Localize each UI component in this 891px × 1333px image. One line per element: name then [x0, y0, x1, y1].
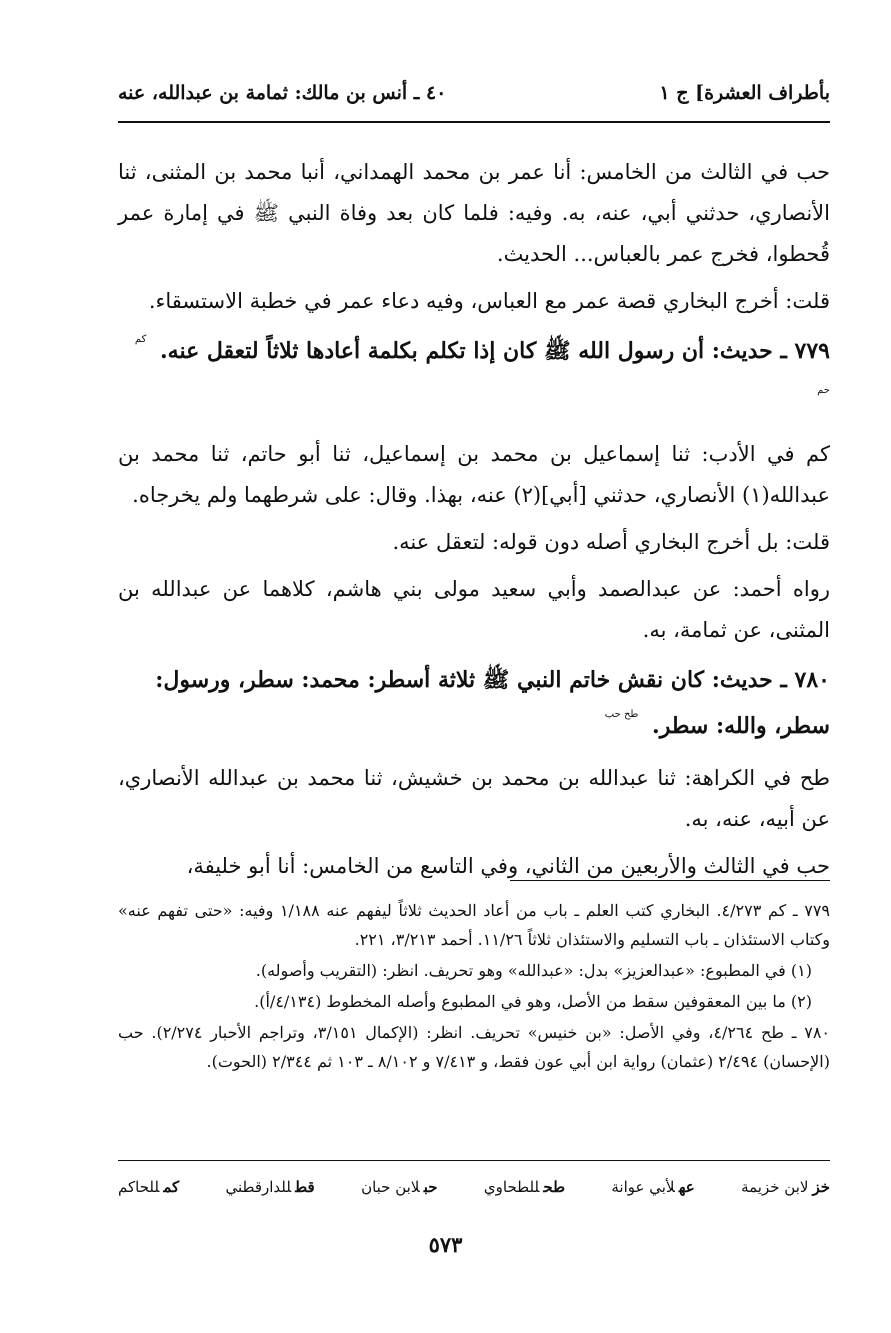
- header-book-title: بأطراف العشرة] ج ١: [659, 82, 830, 104]
- hadith-780-symbols: طح حب: [604, 709, 639, 720]
- hadith-779-symbols: كم حم: [134, 334, 830, 396]
- legend-item: حبلابن حبان: [361, 1178, 438, 1196]
- hadith-779-text: ٧٧٩ ـ حديث: أن رسول الله ﷺ كان إذا تكلم بكلمة أعادها ثلاثاً لتعقل عنه.: [160, 338, 830, 364]
- paragraph-tahawi: طح في الكراهة: ثنا عبدالله بن محمد بن خشيش، ثنا محمد بن عبدالله الأنصاري، عن أبيه، عنه، به.: [118, 766, 830, 831]
- header-rule: [118, 121, 830, 123]
- paragraph-ibn-hibban-2: حب في الثالث والأربعين من الثاني، وفي التاسع من الخامس: أنا أبو خليفة،: [186, 854, 830, 878]
- footnote-2: (٢) ما بين المعقوفين سقط من الأصل، وهو في المطبوع وأصله المخطوط (٤/١٣٤/أ).: [254, 992, 812, 1011]
- footnote-1: (١) في المطبوع: «عبدالعزيز» بدل: «عبدالله» وهو تحريف. انظر: (التقريب وأصوله).: [255, 961, 812, 980]
- footnotes: [118, 896, 830, 1078]
- hadith-780-text: ٧٨٠ ـ حديث: كان نقش خاتم النبي ﷺ ثلاثة أسطر: محمد: سطر، ورسول: سطر، والله: سطر.: [155, 667, 830, 739]
- legend-rule: [118, 1160, 830, 1161]
- footnote-780: ٧٨٠ ـ طح ٤/٢٦٤، وفي الأصل: «بن خنيس» تحريف. انظر: (الإكمال ٣/١٥١، وتراجم الأحبار ٢/٢٧٤). حب (الإحسان) ٢/٤٩٤ (عثمان) رواية ابن أبي عون فقط، و ٧/٤١٣ و ٨/١٠٢ ـ ١٠٣ ثم ٢/٣٤٤ (الحوت).: [118, 1023, 831, 1071]
- paragraph-ibn-hibban: حب في الثالث من الخامس: أنا عمر بن محمد الهمداني، أنبا محمد بن المثنى، ثنا الأنصاري، حدثني أبي، عنه، به. وفيه: فلما كان بعد وفاة النبي ﷺ في إمارة عمر قُحطوا، فخرج عمر بالعباس... الحديث.: [118, 160, 830, 266]
- legend-item: كمللحاكم: [118, 1178, 180, 1196]
- hadith-780: [118, 657, 830, 754]
- legend-item: قطللدارقطني: [225, 1178, 315, 1196]
- footnote-rule: [510, 880, 830, 881]
- legend-item: خزلابن خزيمة: [741, 1178, 830, 1196]
- paragraph-hakim: كم في الأدب: ثنا إسماعيل بن محمد بن إسماعيل، ثنا أبو حاتم، ثنا محمد بن عبدالله(١) الأنصاري، حدثني [أبي](٢) عنه، بهذا. وقال: على شرطهما ولم يخرجاه.: [118, 442, 830, 507]
- paragraph-qultu-2: قلت: بل أخرج البخاري أصله دون قوله: لتعقل عنه.: [392, 530, 830, 554]
- paragraph-ahmad: رواه أحمد: عن عبدالصمد وأبي سعيد مولى بني هاشم، كلاهما عن عبدالله بن المثنى، عن ثمامة، به.: [118, 577, 830, 642]
- header-section-title: ٤٠ ـ أنس بن مالك: ثمامة بن عبدالله، عنه: [118, 82, 447, 104]
- main-text: [118, 152, 830, 893]
- legend-item: عهلأبي عوانة: [611, 1178, 695, 1196]
- abbreviation-legend: [118, 1178, 830, 1196]
- paragraph-qultu-1: قلت: أخرج البخاري قصة عمر مع العباس، وفيه دعاء عمر في خطبة الاستسقاء.: [148, 289, 830, 313]
- footnote-779: ٧٧٩ ـ كم ٤/٢٧٣. البخاري كتب العلم ـ باب من أعاد الحديث ثلاثاً ليفهم عنه ١/١٨٨ وفيه: «حتى تفهم عنه» وكتاب الاستئذان ـ باب التسليم والاستئذان ثلاثاً ١١/٢٦. أحمد ٣/٢١٣، ٢٢١.: [118, 901, 830, 949]
- legend-item: طحللطحاوي: [483, 1178, 566, 1196]
- page-number: ٥٧٣: [428, 1232, 463, 1257]
- running-header: [118, 76, 830, 110]
- hadith-779: [118, 328, 830, 430]
